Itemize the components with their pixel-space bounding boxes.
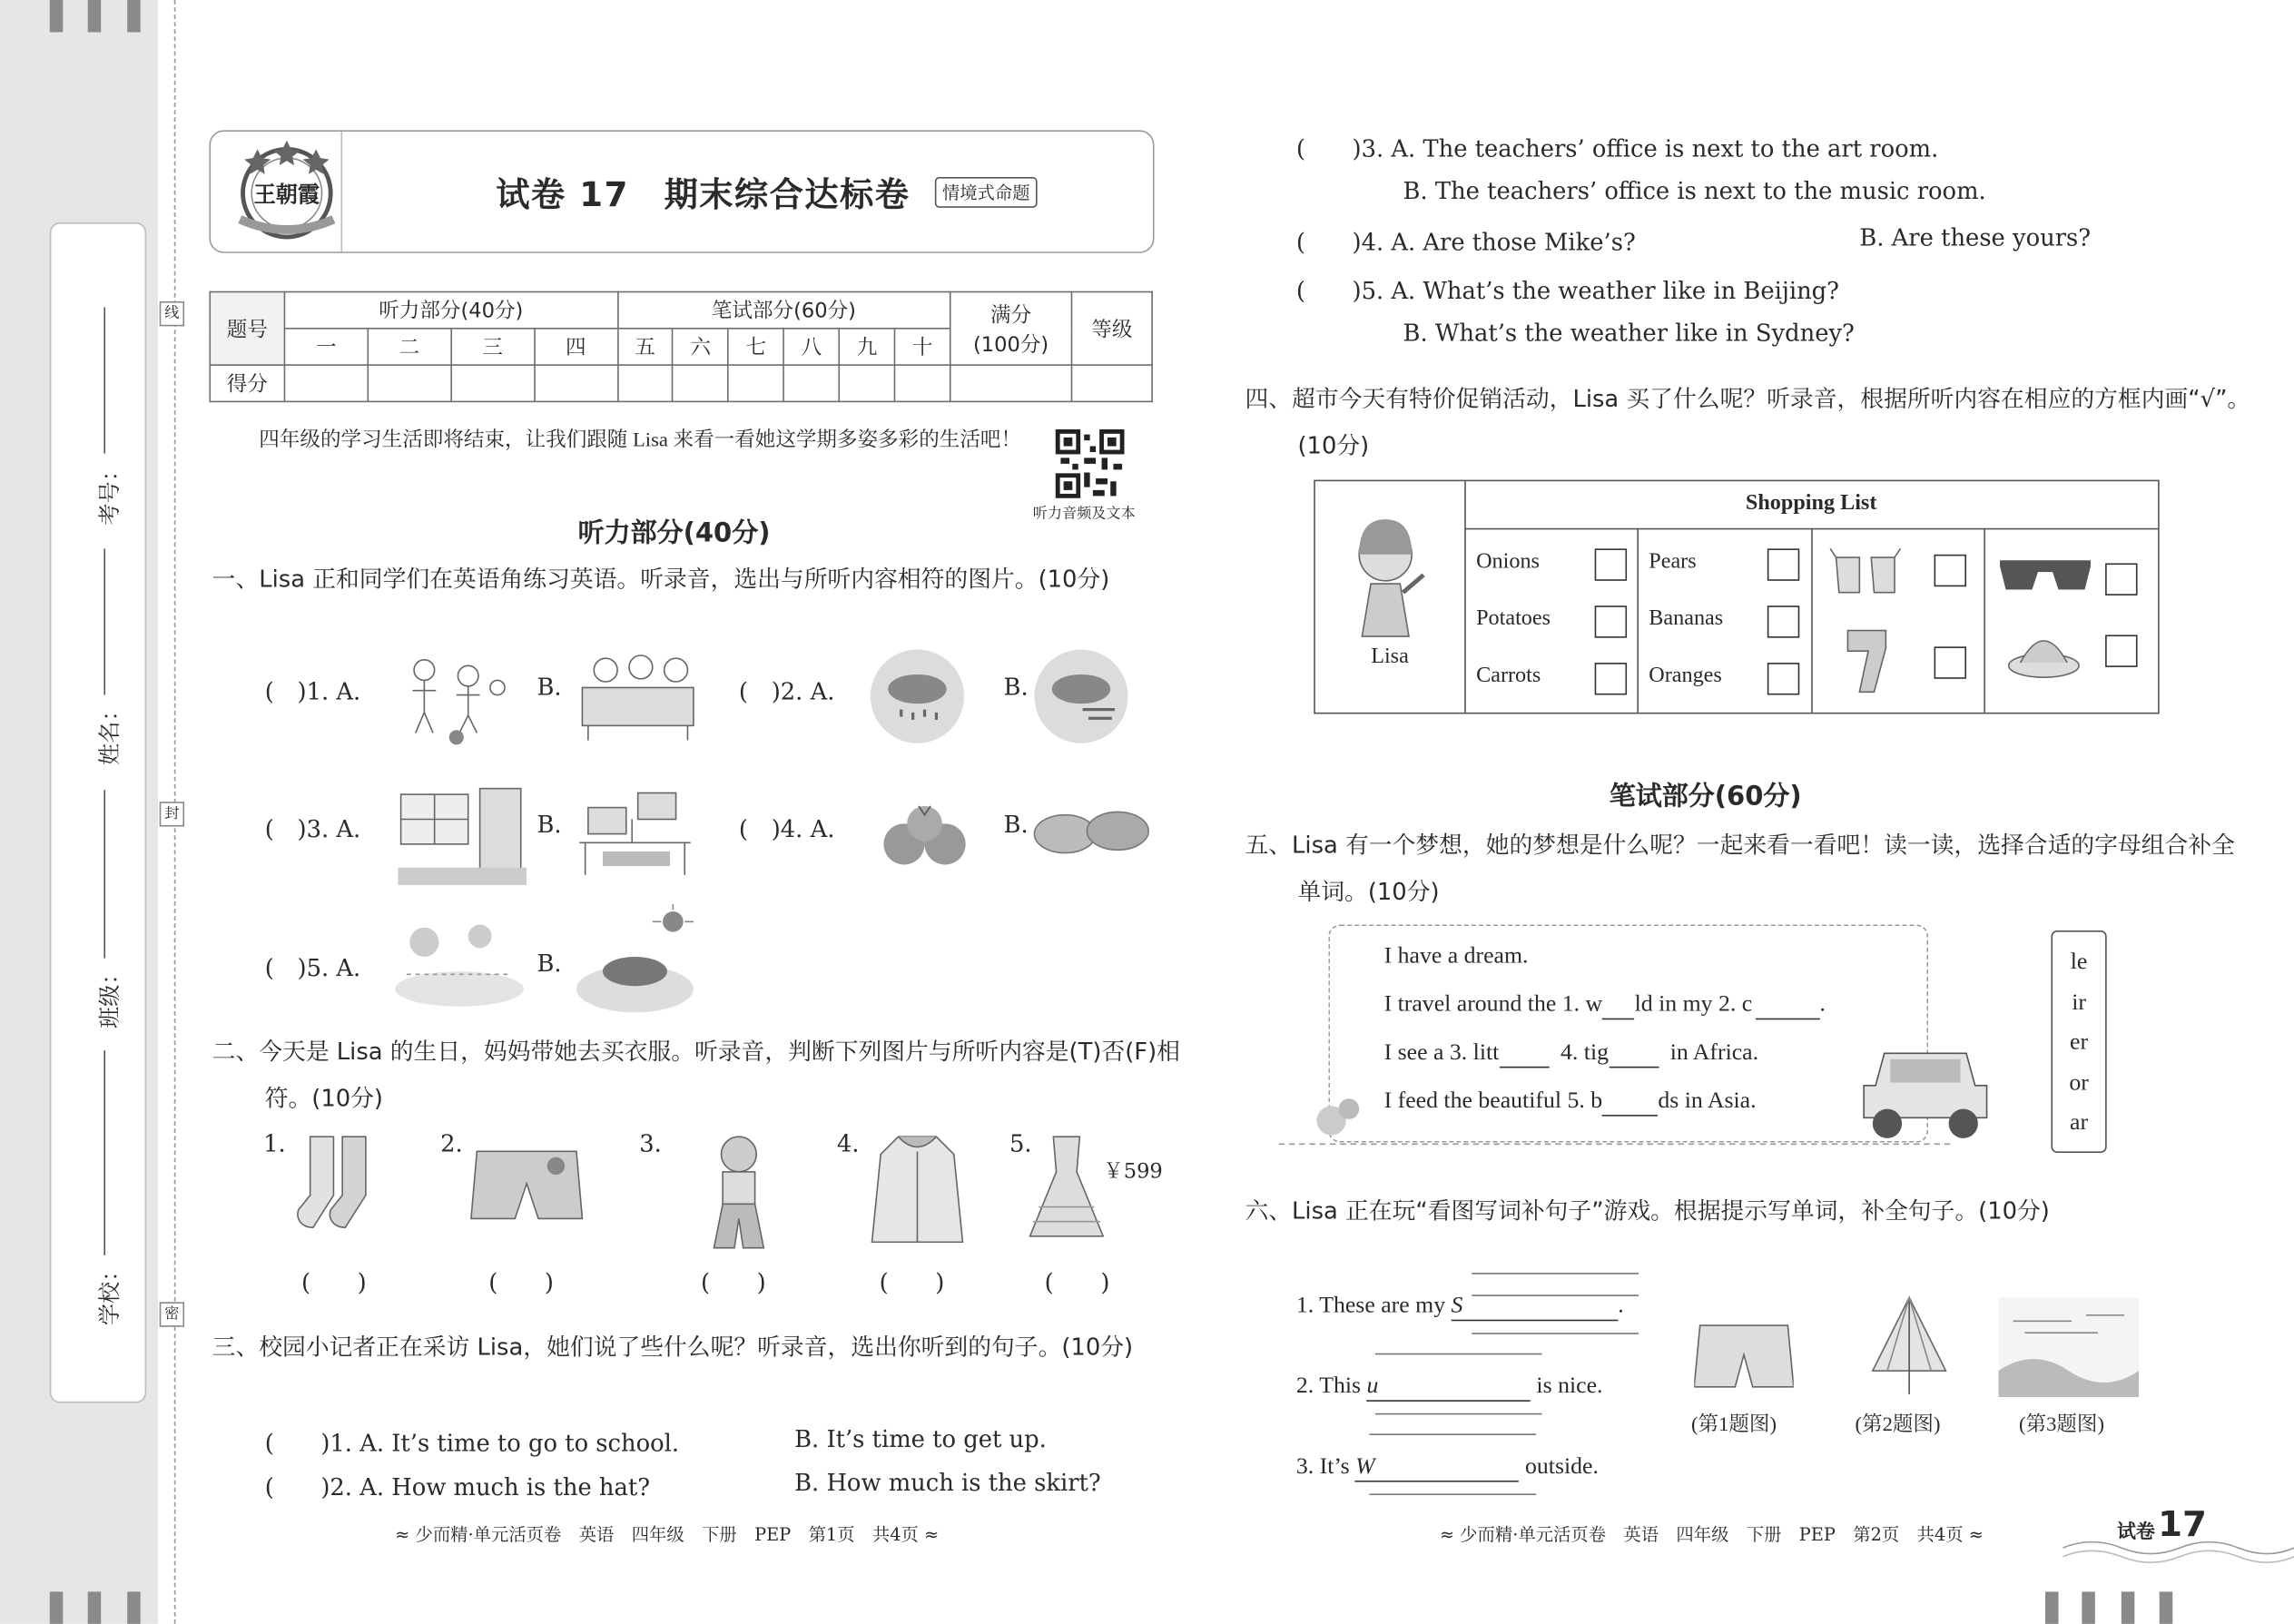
exam-no-line: [103, 307, 105, 453]
computer-room-image: [574, 778, 696, 883]
dream-line-4: I feed the beautiful 5. b ds in Asia.: [1384, 1088, 1757, 1117]
q3-item-5-b: B. What’s the weather like in Sydney?: [1403, 319, 1855, 347]
windy-scene-hint-image: [1998, 1297, 2139, 1397]
potatoes-image: [1033, 808, 1150, 858]
children-playing-image: [398, 646, 515, 749]
checkbox-potatoes[interactable]: [1595, 605, 1627, 637]
q1-title: 一、Lisa 正和同学们在英语角练习英语。听录音，选出与所听内容相符的图片。(10分): [212, 565, 1110, 593]
q6-guide-3b: [1369, 1493, 1536, 1495]
car-icon: [1858, 1041, 1993, 1152]
qr-code-icon[interactable]: [1055, 428, 1125, 498]
letter-ir: ir: [2072, 989, 2086, 1015]
classroom-window-image: [398, 785, 527, 888]
badge-label: 试卷: [2116, 1521, 2155, 1544]
q2-answer-1[interactable]: ( ): [300, 1268, 367, 1296]
writing-heading: 笔试部分(60分): [1609, 781, 1802, 812]
rainy-cloud-image: [869, 648, 965, 744]
sunglasses-image: [1997, 555, 2093, 598]
page-title: 试卷 17 期末综合达标卷: [496, 177, 911, 215]
listening-header: 听力部分(40分): [284, 292, 617, 329]
dress-image: [1024, 1131, 1108, 1248]
q6-blank-1[interactable]: S: [1452, 1294, 1619, 1322]
item-potatoes: Potatoes: [1476, 606, 1551, 631]
caption-3: (第3题图): [2019, 1414, 2105, 1437]
q6-sentence-2: 2. This u is nice.: [1296, 1373, 1603, 1402]
q-num: 九: [839, 329, 894, 365]
q2-num-5: 5.: [1009, 1129, 1032, 1157]
q3-item-3-a: ( )3. A. The teachers’ office is next to the art room.: [1295, 134, 1939, 162]
lisa-girl-image: [1339, 517, 1442, 643]
q2-answer-5[interactable]: ( ): [1044, 1268, 1110, 1296]
tomatoes-image: [878, 797, 978, 871]
q3-item-2-a: ( )2. A. How much is the hat?: [264, 1472, 651, 1501]
grade-label: 等级: [1071, 292, 1152, 366]
q6-blank-3[interactable]: W: [1355, 1454, 1519, 1482]
q1-item-2: ( )2. A.: [738, 677, 835, 705]
q6-guide-2a: [1375, 1353, 1542, 1355]
item-pears: Pears: [1649, 549, 1697, 574]
q3-item-2-b: B. How much is the skirt?: [794, 1469, 1101, 1497]
shopping-list-table: [1314, 480, 2160, 714]
checkbox-scarf[interactable]: [1935, 646, 1966, 678]
q-num: 八: [783, 329, 839, 365]
name-label: 姓名：: [96, 699, 123, 765]
score-cell[interactable]: [728, 365, 783, 401]
score-cell[interactable]: [534, 365, 617, 401]
q-num: 十: [895, 329, 950, 365]
item-carrots: Carrots: [1476, 664, 1541, 688]
item-bananas: Bananas: [1649, 606, 1724, 631]
intro-text: 四年级的学习生活即将结束，让我们跟随 Lisa 来看一看她这学期多姿多彩的生活吧！: [259, 429, 1022, 452]
dream-line-3: I see a 3. litt 4. tig in Africa.: [1384, 1040, 1758, 1068]
q6-guide-3a: [1369, 1433, 1536, 1435]
landscape-car-image: [1279, 1079, 1952, 1153]
q2-num-2: 2.: [440, 1129, 463, 1157]
seal-mark-close: 密: [160, 1302, 184, 1326]
checkbox-bananas[interactable]: [1767, 605, 1799, 637]
score-label: 得分: [210, 365, 284, 401]
q-num: 一: [284, 329, 368, 365]
q3-title: 三、校园小记者正在采访 Lisa，她们说了些什么呢？听录音，选出你听到的句子。(10分): [212, 1333, 1134, 1361]
letter-or: or: [2069, 1069, 2089, 1096]
q-num: 二: [368, 329, 451, 365]
score-cell[interactable]: [1071, 365, 1152, 401]
score-table: [209, 291, 1152, 402]
caption-1: (第1题图): [1691, 1414, 1777, 1437]
q2-num-3: 3.: [639, 1129, 662, 1157]
qr-caption: 听力音频及文本: [1032, 506, 1136, 523]
q5-title: 五、Lisa 有一个梦想，她的梦想是什么呢？一起来看一看吧！读一读，选择合适的字母组合补全单词。(10分): [1245, 831, 2235, 906]
checkbox-hat[interactable]: [2105, 635, 2137, 666]
blank-1[interactable]: [1602, 992, 1634, 1020]
q1-item-5: ( )5. A.: [264, 953, 361, 982]
score-cell[interactable]: [839, 365, 894, 401]
school-line: [103, 1050, 105, 1255]
q3-item-3-b: B. The teachers’ office is next to the music room.: [1403, 177, 1986, 205]
seal-mark-seal: 封: [160, 802, 184, 826]
price-tag: ￥599: [1103, 1159, 1163, 1184]
logo-text: 王朝霞: [253, 181, 320, 208]
score-cell[interactable]: [451, 365, 535, 401]
q3-item-5-a: ( )5. A. What’s the weather like in Beijing?: [1295, 276, 1840, 305]
checkbox-pears[interactable]: [1767, 548, 1799, 580]
q-label: 题号: [210, 292, 284, 366]
dream-line-1: I have a dream.: [1383, 943, 1529, 969]
full-marks: 满分 (100分): [950, 292, 1072, 366]
q2-title: 二、今天是 Lisa 的生日，妈妈带她去买衣服。听录音，判断下列图片与所听内容是(T)否(F)相符。(10分): [212, 1037, 1180, 1112]
q3-item-4-b: B. Are these yours?: [1859, 223, 2092, 252]
q1-item-1-b: B.: [537, 673, 562, 701]
q-num: 五: [617, 329, 673, 365]
gloves-image: [1827, 543, 1909, 601]
seal-mark-line: 线: [160, 301, 184, 326]
q6-sentence-3: 3. It’s W outside.: [1296, 1454, 1599, 1482]
blank-4[interactable]: [1609, 1040, 1659, 1068]
checkbox-oranges[interactable]: [1767, 663, 1799, 694]
q2-answer-3[interactable]: ( ): [700, 1268, 766, 1296]
q6-guide-2b: [1375, 1413, 1542, 1415]
q-num: 六: [673, 329, 728, 365]
class-line: [103, 790, 105, 958]
q4-title: 四、超市今天有特价促销活动，Lisa 买了什么呢？听录音，根据所听内容在相应的方框内画“√”。(10分): [1245, 384, 2251, 460]
q6-title: 六、Lisa 正在玩“看图写词补句子”游戏。根据提示写单词，补全句子。(10分): [1245, 1196, 2050, 1225]
q6-guide-1a: [1472, 1273, 1639, 1275]
q1-item-1: ( )1. A.: [264, 677, 361, 705]
q2-num-4: 4.: [836, 1129, 860, 1157]
scarf-image: [1836, 625, 1901, 698]
q6-blank-2[interactable]: u: [1366, 1373, 1530, 1402]
checkbox-onions[interactable]: [1595, 548, 1627, 580]
dream-line-2: I travel around the 1. w ld in my 2. c .: [1384, 992, 1826, 1020]
q2-answer-4[interactable]: ( ): [879, 1268, 945, 1296]
score-cell[interactable]: [895, 365, 950, 401]
exam-no-label: 考号：: [96, 459, 123, 526]
q1-item-2-b: B.: [1003, 673, 1029, 701]
school-label: 学校：: [96, 1259, 123, 1326]
lisa-label: Lisa: [1371, 645, 1409, 669]
score-cell[interactable]: [783, 365, 839, 401]
girl-pants-image: [699, 1131, 778, 1254]
score-cell[interactable]: [617, 365, 673, 401]
windy-cloud-image: [1033, 648, 1129, 744]
class-label: 班级：: [96, 962, 123, 1029]
q3-item-1-b: B. It’s time to get up.: [794, 1424, 1047, 1453]
letter-er: er: [2070, 1029, 2089, 1055]
footer-right: ≈ 少而精·单元活页卷 英语 四年级 下册 PEP 第2页 共4页 ≈: [1439, 1524, 1984, 1545]
name-line: [103, 548, 105, 694]
blank-2[interactable]: [1755, 992, 1819, 1020]
item-oranges: Oranges: [1649, 664, 1722, 688]
q3-item-1-a: ( )1. A. It’s time to go to school.: [264, 1429, 680, 1458]
q6-sentence-1: 1. These are my S .: [1296, 1294, 1624, 1322]
q1-item-3-b: B.: [537, 810, 562, 839]
title-box: [209, 130, 1154, 252]
checkbox-sunglasses[interactable]: [2105, 563, 2137, 595]
score-cell[interactable]: [673, 365, 728, 401]
score-cell[interactable]: [950, 365, 1072, 401]
scenario-tag: 情境式命题: [935, 177, 1038, 208]
checkbox-carrots[interactable]: [1595, 663, 1627, 694]
q1-item-4: ( )4. A.: [738, 814, 835, 843]
letter-options: [2051, 930, 2106, 1153]
q1-item-3: ( )3. A.: [264, 814, 361, 843]
shopping-list-title: Shopping List: [1745, 491, 1877, 516]
q-num: 七: [728, 329, 783, 365]
listening-heading: 听力部分(40分): [577, 517, 771, 549]
letter-ar: ar: [2070, 1110, 2089, 1136]
sunny-farm-image: [574, 904, 696, 1021]
socks-image: [292, 1131, 386, 1236]
score-cell[interactable]: [368, 365, 451, 401]
writing-header: 笔试部分(60分): [617, 292, 950, 329]
q1-item-5-b: B.: [537, 949, 562, 978]
q3-item-4-a: ( )4. A. Are those Mike’s?: [1295, 228, 1636, 257]
badge-number: 17: [2158, 1503, 2207, 1545]
shorts-image: [468, 1146, 586, 1227]
checkbox-gloves[interactable]: [1935, 555, 1966, 586]
q2-answer-2[interactable]: ( ): [488, 1268, 554, 1296]
footer-left: ≈ 少而精·单元活页卷 英语 四年级 下册 PEP 第1页 共4页 ≈: [395, 1524, 940, 1545]
shorts-hint-image: [1694, 1320, 1794, 1393]
q6-guide-1c: [1472, 1333, 1639, 1334]
q1-item-4-b: B.: [1003, 810, 1029, 839]
q-num: 四: [534, 329, 617, 365]
students-desk-image: [574, 644, 705, 746]
student-info-card: [50, 222, 146, 1403]
letter-le: le: [2070, 949, 2088, 975]
snowy-day-image: [392, 916, 527, 1009]
hat-image: [2006, 625, 2082, 683]
item-onions: Onions: [1476, 549, 1540, 574]
caption-2: (第2题图): [1855, 1414, 1941, 1437]
score-cell[interactable]: [284, 365, 368, 401]
q2-num-1: 1.: [263, 1129, 286, 1157]
blank-3[interactable]: [1499, 1040, 1549, 1068]
q-num: 三: [451, 329, 535, 365]
umbrella-hint-image: [1866, 1294, 1951, 1400]
jacket-image: [869, 1131, 965, 1251]
